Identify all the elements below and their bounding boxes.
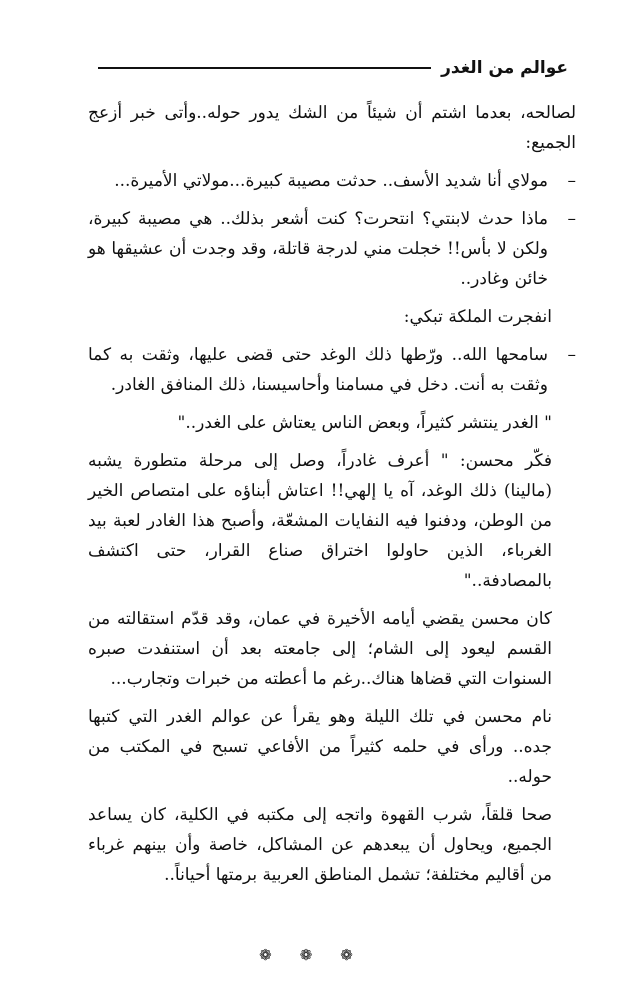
running-header [98,58,568,78]
dialogue-text: مولاي أنا شديد الأسف.. حدثت مصيبة كبيرة...مولاتي الأميرة... [114,171,548,191]
header-rule [98,67,431,69]
dialogue-line [88,340,576,400]
page-body [88,98,576,898]
quote-paragraph: " الغدر ينتشر كثيراً، وبعض الناس يعتاش على الغدر.." [177,413,552,433]
paragraph: لصالحه، بعدما اشتم أن شيئاً من الشك يدور حوله..وأتى خبر أزعج الجميع: [88,103,576,153]
dialogue-text: ماذا حدث لابنتي؟ انتحرت؟ كنت أشعر بذلك.. هي مصيبة كبيرة، ولكن لا بأس!! خجلت مني لدرجة قاتلة، وقد وجدت أن عشيقها هو خائن وغادر.. [88,209,548,289]
section-divider-ornament: ❁❁❁ [259,946,381,964]
paragraph: انفجرت الملكة تبكي: [403,307,552,327]
dialogue-dash: – [567,171,576,191]
paragraph: صحا قلقاً، شرب القهوة واتجه إلى مكتبه في الكلية، كان يساعد الجميع، ويحاول أن يبعدهم عن المشاكل، خاصة وأن بينهم غرباء من أقاليم مختلفة؛ تشمل المناطق العربية برمتها أحياناً.. [88,805,552,885]
paragraph: نام محسن في تلك الليلة وهو يقرأ عن عوالم الغدر التي كتبها جده.. ورأى في حلمه كثيراً من الأفاعي تسبح في المكتب من حوله.. [88,707,553,787]
dialogue-line [88,204,576,294]
dialogue-dash: – [567,209,576,229]
paragraph: كان محسن يقضي أيامه الأخيرة في عمان، وقد قدّم استقالته من القسم ليعود إلى الشام؛ إلى جامعته بعد أن استنفدت صبره السنوات التي قضاها هناك..رغم ما أعطته من خبرات وتجارب... [88,609,552,689]
dialogue-text: سامحها الله.. ورّطها ذلك الوغد حتى قضى عليها، وثقت به كما وثقت به أنت. دخل في مسامنا وأحاسيسنا، ذلك المنافق الغادر. [88,345,548,395]
dialogue-line [88,166,576,196]
paragraph: فكّر محسن: " أعرف غادراً، وصل إلى مرحلة متطورة يشبه (مالينا) ذلك الوغد، آه يا إلهي!! اعتاش أبناؤه على امتصاص الخير من الوطن، ودفنوا فيه النفايات المشعّة، وأصبح هذا الغادر لعبة بيد الغرباء، الذين حاولوا اختراق صناع القرار، حتى اكتشف بالمصادفة.." [88,451,552,591]
dialogue-dash: – [567,345,576,365]
running-header-title: عوالم من الغدر [441,58,568,78]
